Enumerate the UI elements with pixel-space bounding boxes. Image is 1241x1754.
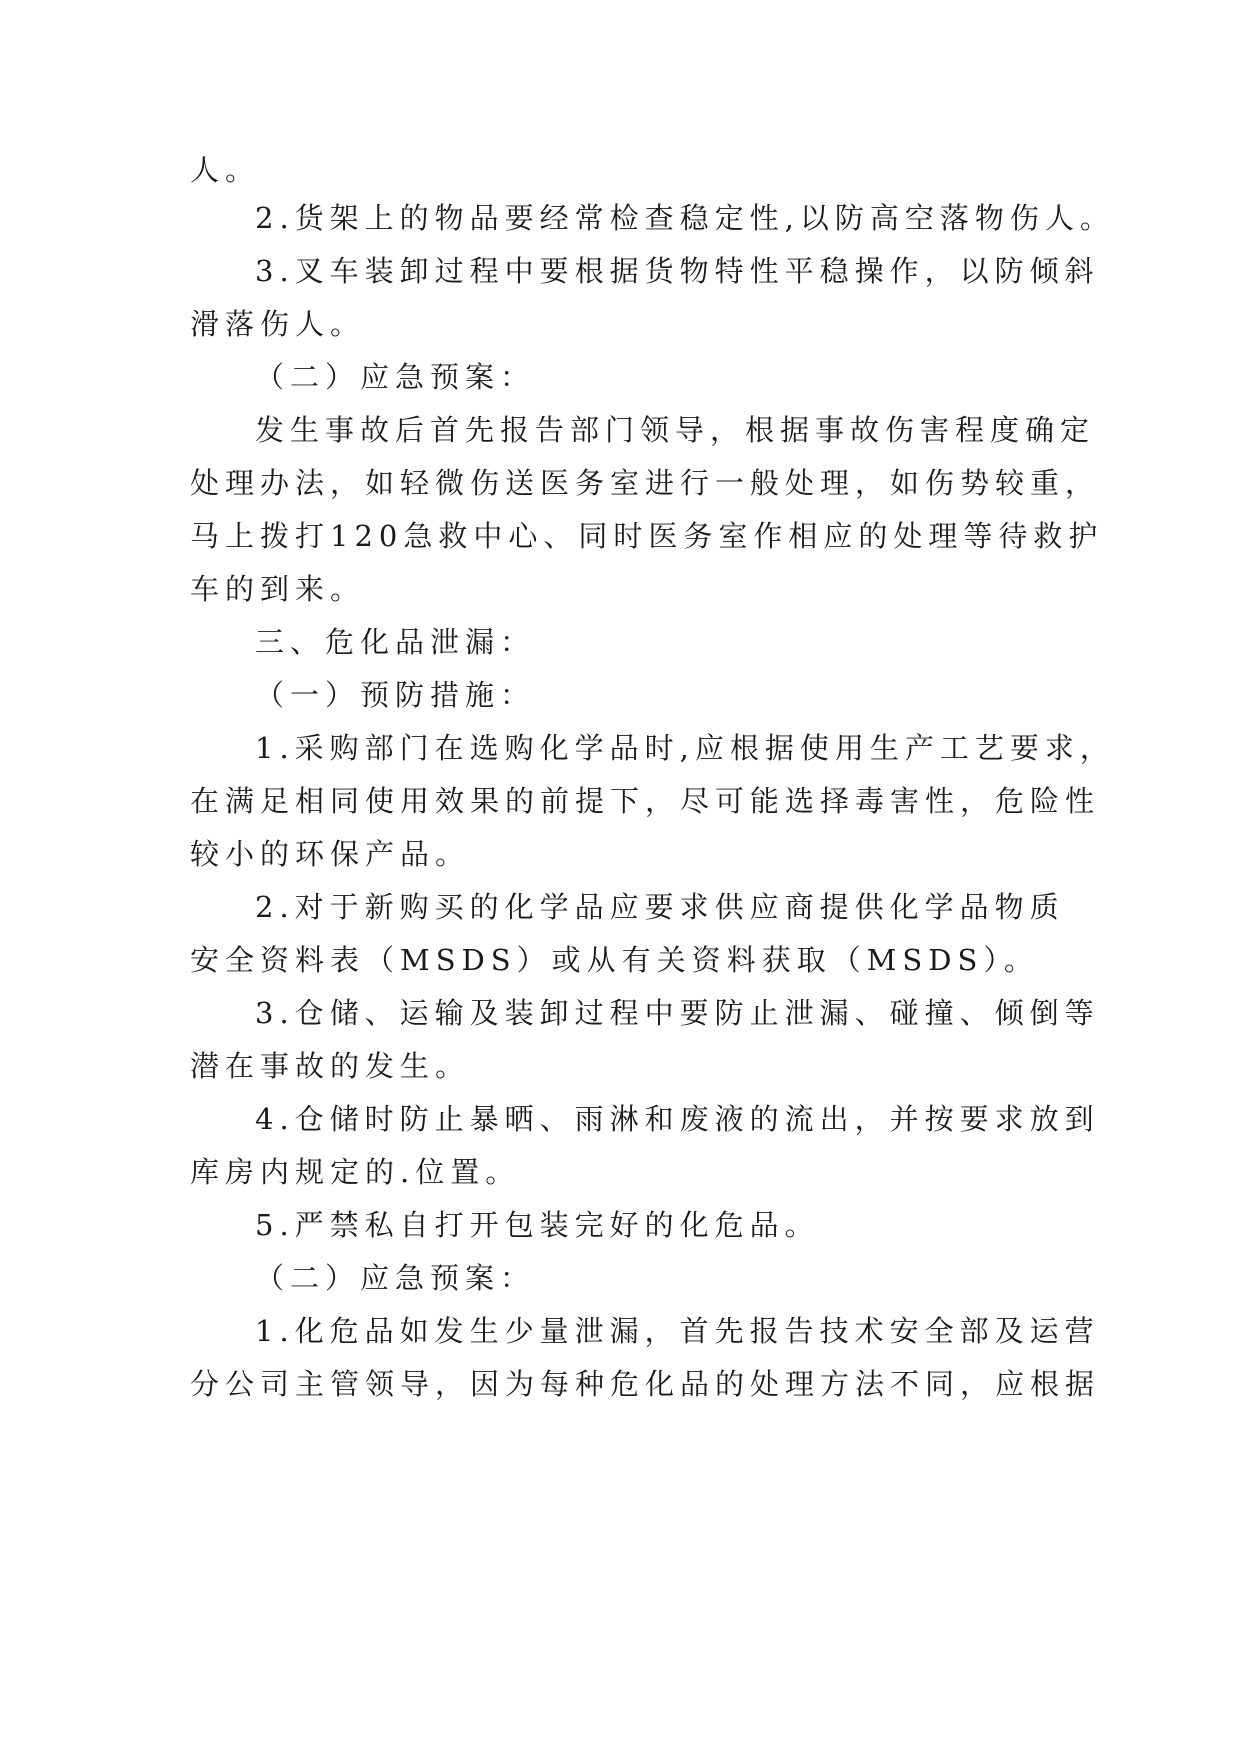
text-line: 发生事故后首先报告部门领导，根据事故伤害程度确定: [255, 413, 1096, 447]
text-line: 潜在事故的发生。: [190, 1049, 471, 1083]
section-heading: 三、危化品泄漏：: [255, 625, 536, 659]
text-line: 3.仓储、运输及装卸过程中要防止泄漏、碰撞、倾倒等: [255, 996, 1100, 1030]
section-heading: （一）预防措施：: [255, 678, 536, 712]
section-heading: （二）应急预案：: [255, 360, 536, 394]
text-line: 1.采购部门在选购化学品时,应根据使用生产工艺要求，: [255, 731, 1115, 765]
text-line: 2.对于新购买的化学品应要求供应商提供化学品物质: [255, 890, 1065, 924]
text-line: 4.仓储时防止暴晒、雨淋和废液的流出，并按要求放到: [255, 1102, 1100, 1136]
text-line: 马上拨打120急救中心、同时医务室作相应的处理等待救护: [190, 519, 1104, 553]
text-line: 库房内规定的.位置。: [190, 1155, 521, 1189]
text-line: 1.化危品如发生少量泄漏，首先报告技术安全部及运营: [255, 1314, 1100, 1348]
text-line: 3.叉车装卸过程中要根据货物特性平稳操作，以防倾斜: [255, 254, 1100, 288]
text-line: 人。: [190, 153, 261, 187]
text-line: 2.货架上的物品要经常检查稳定性,以防高空落物伤人。: [255, 201, 1115, 235]
text-line: 较小的环保产品。: [190, 837, 471, 871]
text-line: 滑落伤人。: [190, 307, 366, 341]
text-line: 5.严禁私自打开包装完好的化危品。: [255, 1208, 820, 1242]
text-line: 车的到来。: [190, 572, 366, 606]
section-heading: （二）应急预案：: [255, 1261, 536, 1295]
text-line: 在满足相同使用效果的前提下，尽可能选择毒害性，危险性: [190, 784, 1101, 818]
text-line: 安全资料表（MSDS）或从有关资料获取（MSDS）。: [190, 943, 1039, 977]
text-line: 分公司主管领导，因为每种危化品的处理方法不同，应根据: [190, 1367, 1101, 1401]
text-line: 处理办法，如轻微伤送医务室进行一般处理，如伤势较重，: [190, 466, 1101, 500]
